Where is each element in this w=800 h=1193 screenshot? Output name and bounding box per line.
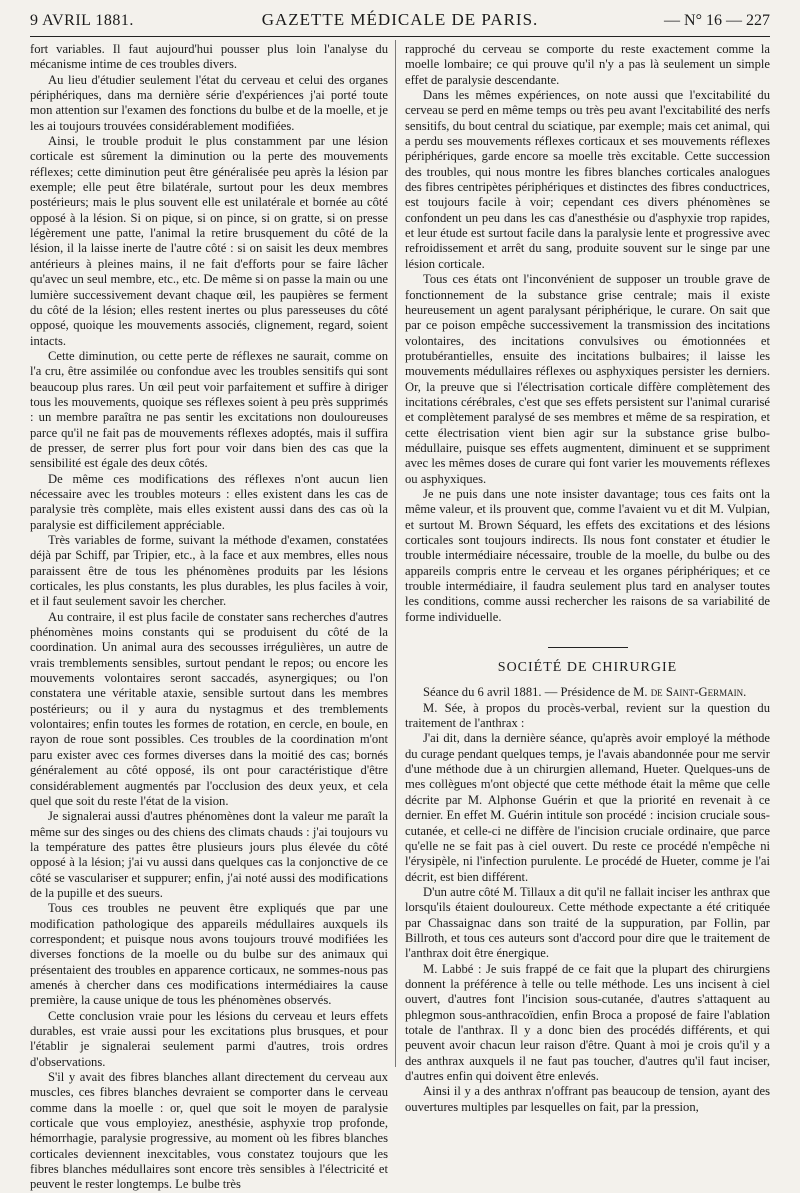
paragraph: Cette diminution, ou cette perte de réflexes ne saurait, comme on l'a cru, être assimilée ou confondue avec les troubles sensitifs qui sont beaucoup plus rares. Un œil peut voir parfaitement et suffire à diriger tous les mouvements, quoique ses réflexes soient à peu près supprimés : un membre paraîtra ne pas sentir les excitations non douloureuses parce qu'il ne fait pas de mouvements réflexes adoptés, mais il suffira de presser, de serrer plus fort pour voir dans bien des cas que la sensibilité est égale des deux côtés. xyxy=(30,348,388,471)
issue-date: 9 AVRIL 1881. xyxy=(30,12,134,29)
paragraph: Ainsi il y a des anthrax n'offrant pas beaucoup de tension, ayant des ouvertures multiples par lesquelles on fait, par la pression, xyxy=(405,1084,770,1114)
section-separator xyxy=(548,647,628,648)
paragraph: J'ai dit, dans la dernière séance, qu'après avoir employé la méthode du curage pendant quelques temps, je l'avais abandonnée pour me servir d'une méthode due à un chirurgien allemand, Hueter. Quelques-uns de mes collègues m'ont objecté que cette méthode était la même que celle décrite par M. Alphonse Guérin et que la priorité en revenait à ce dernier. En effet M. Guérin intitule son procédé : incision cruciale sous-cutanée, et celle-ci ne diffère de l'incision cruciale ordinaire, que parce qu'elle ne se fait pas à ciel ouvert. Du reste ce procédé n'empêche ni l'érysipèle, ni l'infection purulente. Le procédé de Hueter, comme je l'ai décrit, est bien différent. xyxy=(405,731,770,884)
session-line xyxy=(405,685,770,700)
paragraph: Au contraire, il est plus facile de constater sans recherches d'autres phénomènes moins constants qui se produisent du côté de la coordination. Un animal aura des secousses irrégulières, un autre de vrais tremblements sensibles, surtout pendant le repos; ou encore les mouvements volontaires seront saccadés, asynergiques; ou l'on constatera une véritable ataxie, sensible surtout dans les membres postérieurs; ou il y aura du nystagmus et des tremblements volontaires; enfin toutes les formes de rotation, en cercle, en boule, en rayon de roue sont possibles. Ces troubles de la coordination m'ont paru exister avec ces formes diverses dans la moitié des cas; bornés généralement au côté opposé, ils ont pour caractéristique d'être considérablement augmentés par l'occlusion des deux yeux, et cela quel que soit du reste l'état de la vision. xyxy=(30,609,388,808)
paragraph: fort variables. Il faut aujourd'hui pousser plus loin l'analyse du mécanisme intime de ces troubles divers. xyxy=(30,42,388,72)
paragraph: Je ne puis dans une note insister davantage; tous ces faits ont la même valeur, et ils prouvent que, comme l'avaient vu et dit M. Vulpian, et surtout M. Brown Séquard, les effets des excitations et des lésions corticales sont toujours indirects. Ils nous font constater et étudier le trouble intermédiaire nécessaire, trouble de la moelle, du bulbe ou des appareils compris entre le cerveau et les organes périphériques; et ce trouble intermédiaire, il faudra seulement plus tard en analyser toutes les conditions, comme aussi rechercher les raisons de sa variabilité de forme individuelle. xyxy=(405,486,770,624)
column-divider xyxy=(395,40,396,1067)
issue-page-number: — N° 16 — 227 xyxy=(664,12,770,29)
paragraph: M. Sée, à propos du procès-verbal, revient sur la question du traitement de l'anthrax : xyxy=(405,700,770,731)
paragraph: Cette conclusion vraie pour les lésions du cerveau et leurs effets durables, est vraie aussi pour les excitations plus brusques, et pour l'établir je signalerai seulement parmi d'autres, trois ordres d'observations. xyxy=(30,1008,388,1069)
page-header xyxy=(30,6,770,37)
right-column xyxy=(405,42,770,1115)
paragraph: Très variables de forme, suivant la méthode d'examen, constatées déjà par Schiff, par Tripier, etc., à la face et aux membres, elles nous paraissent être de tous les phénomènes produits par les lésions corticales, les plus constants, les plus durables, les plus faciles à voir, et il faut seulement savoir les chercher. xyxy=(30,533,388,609)
paragraph: D'un autre côté M. Tillaux a dit qu'il ne fallait inciser les anthrax que lorsqu'ils étaient douloureux. Cette méthode expectante a été critiquée par Chassaignac dans son traité de la suppuration, par Follin, par Billroth, et tous ces auteurs sont d'accord pour dire que le traitement de l'anthrax doit être énergique. xyxy=(405,884,770,961)
paragraph: De même ces modifications des réflexes n'ont aucun lien nécessaire avec les troubles moteurs : elles existent dans les cas de paralysie très complète, mais elles existent aussi dans des cas où la paralysie est difficilement appréciable. xyxy=(30,471,388,532)
paragraph: M. Labbé : Je suis frappé de ce fait que la plupart des chirurgiens donnent la préférence à telle ou telle méthode. Les uns incisent à ciel ouvert, d'autres font l'incision sous-cutanée, d'autres s'attaquent au phlegmon sous-anthracoïdien, enfin Broca a proposé de faire l'ablation totale de l'anthrax. Il y a donc bien des procédés différents, et qui peuvent avoir chacun leur raison d'être. Quant à moi je crois qu'il y a des anthrax auxquels il ne faut pas toucher, d'autres qu'il faut inciser, d'autres enfin qui doivent être enlevés. xyxy=(405,961,770,1083)
session-end: . xyxy=(743,685,747,700)
paragraph: Je signalerai aussi d'autres phénomènes dont la valeur me paraît la même sur des singes ou des chiens des climats chauds : j'ai toujours vu la température des pattes être plusieurs jours plus élevée du côté opposé à la lésion; j'ai vu aussi dans quelques cas la conjonctive de ce côté se vasculariser et suppurer; enfin, j'ai noté aussi des modifications de la pupille et des sueurs. xyxy=(30,809,388,900)
paragraph: Tous ces états ont l'inconvénient de supposer un trouble grave de fonctionnement de la substance grise centrale; mais il existe heureusement un agent paralysant périphérique, le curare. On sait que par ce poison empêche successivement la transmission des incitations volontaires, des incitations convulsives ou émotionnées et protubérantielles, ensuite des incitations bulbaires; il laisse les mouvements médullaires réflexes ou asphyxiques persister les derniers. Or, la preuve que si l'électrisation corticale diffère complètement des incitations cérébrales, c'est que ses effets persistent sur l'animal curarisé et complètement paralysé de ses membres et même de sa respiration, et cette électrisation vient bien agir sur la substance grise bulbo-médullaire, puisque ses effets augmentent, diminuent et se suppriment avec les mêmes doses de curare qui font varier les mouvements réflexes ou asphyxiques. xyxy=(405,272,770,486)
paragraph: Dans les mêmes expériences, on note aussi que l'excitabilité du cerveau se perd en même temps ou très peu avant l'excitabilité des nerfs sensitifs, du bout central du sciatique, par exemple; mais cet animal, qui a perdu ses mouvements réflexes corticaux et ses mouvements réflexes périphériques, garde encore sa moelle très excitable. Cette succession des troubles, qui nous montre les fibres blanches corticales analogues des fibres centripètes périphériques et distinctes des fibres conductrices, est toujours facile à voir; cependant ces divers phénomènes se confondent un peu dans les cas d'anesthésie ou d'asphyxie trop rapides, et leur étude est surtout facile dans la paralysie lente et progressive avec refroidissement et arrêt du sang, produite souvent sur le singe par une lésion corticale. xyxy=(405,88,770,271)
section-title: SOCIÉTÉ DE CHIRURGIE xyxy=(497,660,678,676)
paragraph: S'il y avait des fibres blanches allant directement du cerveau aux muscles, ces fibres blanches devraient se comporter dans le cerveau comme dans la moelle : or, quel que soit le moyen de paralysie corticale que vous employiez, anesthésie, asphyxie trop profonde, hémorrhagie, paralysie progressive, au moment où les fibres blanches corticales deviennent inexcitables, vous constatez toujours que les fibres blanches médullaires sont encore très sensibles à l'électricité et peuvent le rester longtemps. Le bulbe très xyxy=(30,1070,388,1192)
paragraph: rapproché du cerveau se comporte du reste exactement comme la moelle lombaire; ce qui prouve qu'il n'y a pas là seulement un simple effet de paralysie descendante. xyxy=(405,42,770,87)
session-president: de Saint-Germain xyxy=(650,685,744,700)
paragraph: Tous ces troubles ne peuvent être expliqués que par une modification pathologique des appareils médullaires auxquels ils correspondent; et puisque nous avons toujours trouvé modifiées les diverses fonctions de la moelle ou du bulbe sur des animaux qui présentaient des troubles en apparence corticaux, ne sommes-nous pas amenés à chercher dans ces modifications intermédiaires la cause première, la cause unique de tous les phénomènes observés. xyxy=(30,901,388,1008)
left-column xyxy=(30,42,388,1193)
session-text: Séance du 6 avril 1881. — Présidence de M. xyxy=(423,685,651,700)
journal-title: GAZETTE MÉDICALE DE PARIS. xyxy=(261,10,539,29)
paragraph: Au lieu d'étudier seulement l'état du cerveau et celui des organes périphériques, dans ma dernière série d'expériences j'ai porté toute mon attention sur l'examen des fonctions du bulbe et de la moelle, et je les ai toujours trouvées considérablement modifiées. xyxy=(30,72,388,133)
paragraph: Ainsi, le trouble produit le plus constamment par une lésion corticale est sûrement la diminution ou la perte des mouvements réflexes; cette diminution peut être généralisée peu après la lésion par exemple; elle peut être bilatérale, surtout pour les deux membres postérieurs; mais le plus souvent elle est unilatérale et bornée au côté opposé à la lésion. Si on pique, si on pince, si on gratte, si on presse légèrement une patte, l'animal la retire brusquement du côté de la lésion, il la laisse inerte de l'autre côté : si on saisit les deux membres antérieurs à pleines mains, il ne fait d'efforts pour se faire lâcher qu'avec un seul membre, etc., etc. De même si on passe la main ou une lumière successivement devant chaque œil, les paupières se ferment du côté de la lésion; elles restent inertes ou plus paresseuses du côté opposé, quoique les mouvements associés, clignement, regard, soient intacts. xyxy=(30,134,388,348)
